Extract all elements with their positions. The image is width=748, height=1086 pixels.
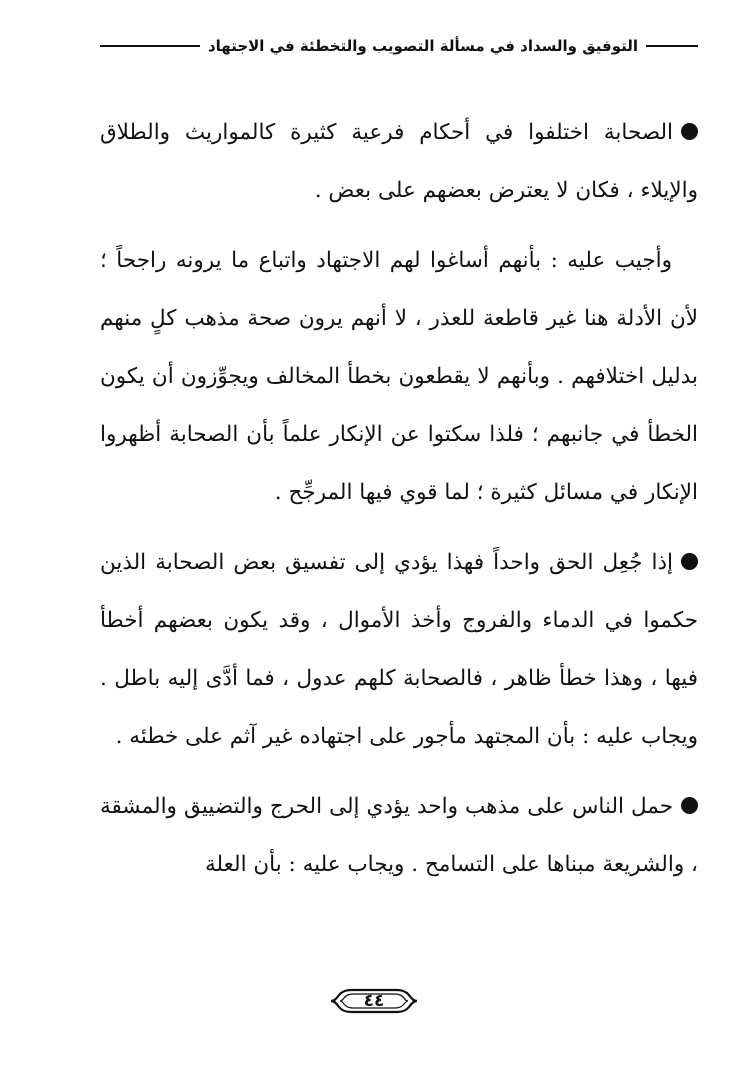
bullet-icon xyxy=(681,123,698,140)
footer xyxy=(0,986,748,1016)
paragraph-4-text: حمل الناس على مذهب واحد يؤدي إلى الحرج والتضييق والمشقة ، والشريعة مبناها على التسامح . ويجاب عليه : بأن العلة xyxy=(100,794,698,877)
page-number-ornament xyxy=(329,986,419,1016)
running-header xyxy=(100,34,698,58)
paragraph-2 xyxy=(100,232,698,522)
page-number: ٤٤ xyxy=(363,991,385,1011)
bullet-icon xyxy=(681,553,698,570)
paragraph-3-text: إذا جُعِل الحق واحداً فهذا يؤدي إلى تفسيق بعض الصحابة الذين حكموا في الدماء والفروج وأخذ الأموال ، وقد يكون بعضهم أخطأ فيها ، وهذا خطأ ظاهر ، فالصحابة كلهم عدول ، فما أدَّى إليه باطل . ويجاب عليه : بأن المجتهد مأجور على اجتهاده غير آثم على خطئه . xyxy=(100,550,698,749)
paragraph-4 xyxy=(100,778,698,894)
paragraph-2-text: وأجيب عليه : بأنهم أساغوا لهم الاجتهاد واتباع ما يرونه راجحاً ؛ لأن الأدلة هنا غير قاطعة للعذر ، لا أنهم يرون صحة مذهب كلٍ منهم بدليل اختلافهم . وبأنهم لا يقطعون بخطأ المخالف ويجوِّزون أن يكون الخطأ في جانبهم ؛ فلذا سكتوا عن الإنكار علماً بأن الصحابة أظهروا الإنكار في مسائل كثيرة ؛ لما قوي فيها المرجِّح . xyxy=(100,248,698,505)
bullet-icon xyxy=(681,797,698,814)
body-text xyxy=(100,104,698,906)
paragraph-3 xyxy=(100,534,698,766)
paragraph-1 xyxy=(100,104,698,220)
paragraph-1-text: الصحابة اختلفوا في أحكام فرعية كثيرة كالمواريث والطلاق والإيلاء ، فكان لا يعترض بعضهم على بعض . xyxy=(100,120,698,203)
header-rule-left xyxy=(100,45,200,47)
header-rule-right xyxy=(646,45,698,47)
header-title: التوفيق والسداد في مسألة التصويب والتخطئة في الاجتهاد xyxy=(207,37,638,55)
